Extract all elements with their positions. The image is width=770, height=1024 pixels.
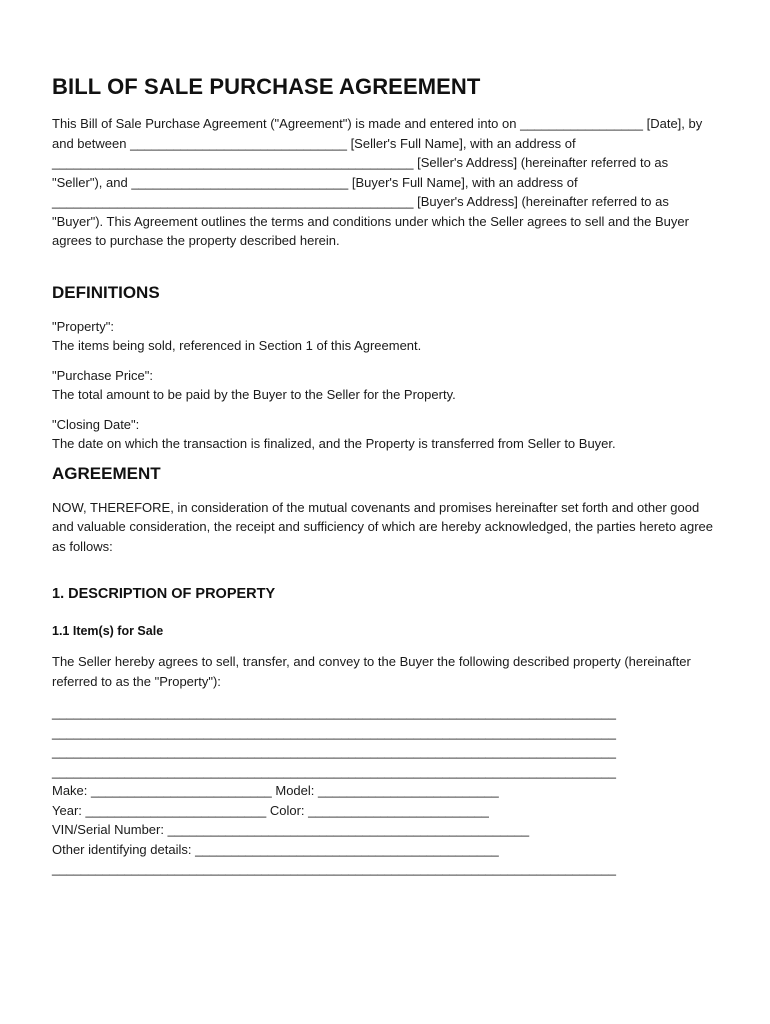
definition-text: The date on which the transaction is finalized, and the Property is transferred from Seller to Buyer. [52,436,616,451]
agreement-paragraph: NOW, THEREFORE, in consideration of the mutual covenants and promises hereinafter set forth and other good and valuable consideration, the receipt and sufficiency of which are hereby acknowledged, the parties hereto agree as follows: [52,499,714,554]
definition-item [52,366,718,405]
blank-line[interactable]: ______________________________________________________________________________ [52,763,616,779]
definition-item [52,415,718,454]
definition-term: "Purchase Price": [52,367,153,383]
section-1-1-heading: 1.1 Item(s) for Sale [52,624,164,638]
section-1-heading: 1. DESCRIPTION OF PROPERTY [52,586,276,602]
blank-line[interactable]: ______________________________________________________________________________ [52,861,616,876]
property-description-paragraph: The Seller hereby agrees to sell, transfer, and convey to the Buyer the following described property (hereinafter referred to as the "Property"): [52,654,691,689]
agreement-heading: AGREEMENT [52,463,161,483]
definition-text: The items being sold, referenced in Section 1 of this Agreement. [52,338,422,353]
other-details-field[interactable]: Other identifying details: __________________________________________ [52,841,499,857]
document-title: BILL OF SALE PURCHASE AGREEMENT [52,74,481,99]
blank-line[interactable]: ______________________________________________________________________________ [52,724,616,740]
definition-term: "Property": [52,318,114,334]
year-color-field[interactable]: Year: _________________________ Color: _________________________ [52,802,489,818]
blank-line[interactable]: ______________________________________________________________________________ [52,744,616,759]
definition-text: The total amount to be paid by the Buyer to the Seller for the Property. [52,387,456,402]
definitions-heading: DEFINITIONS [52,282,160,302]
blank-line[interactable]: ______________________________________________________________________________ [52,705,616,720]
definition-item [52,317,718,356]
intro-paragraph: This Bill of Sale Purchase Agreement ("Agreement") is made and entered into on _________________ [Date], by and between ______________________________ [Seller's Full Name], with an address of __________________________________________________ [Seller's Address] (hereinafter referred to as "Seller"), and ______________________________ [Buyer's Full Name], with an address of __________________________________________________ [Buyer's Address] (hereinafter referred to as "Buyer"). This Agreement outlines the terms and conditions under which the Seller agrees to sell and the Buyer agrees to purchase the property described herein. [52,116,703,248]
definition-term: "Closing Date": [52,416,140,432]
vin-serial-field[interactable]: VIN/Serial Number: __________________________________________________ [52,822,530,837]
make-model-field[interactable]: Make: _________________________ Model: _________________________ [52,783,499,798]
